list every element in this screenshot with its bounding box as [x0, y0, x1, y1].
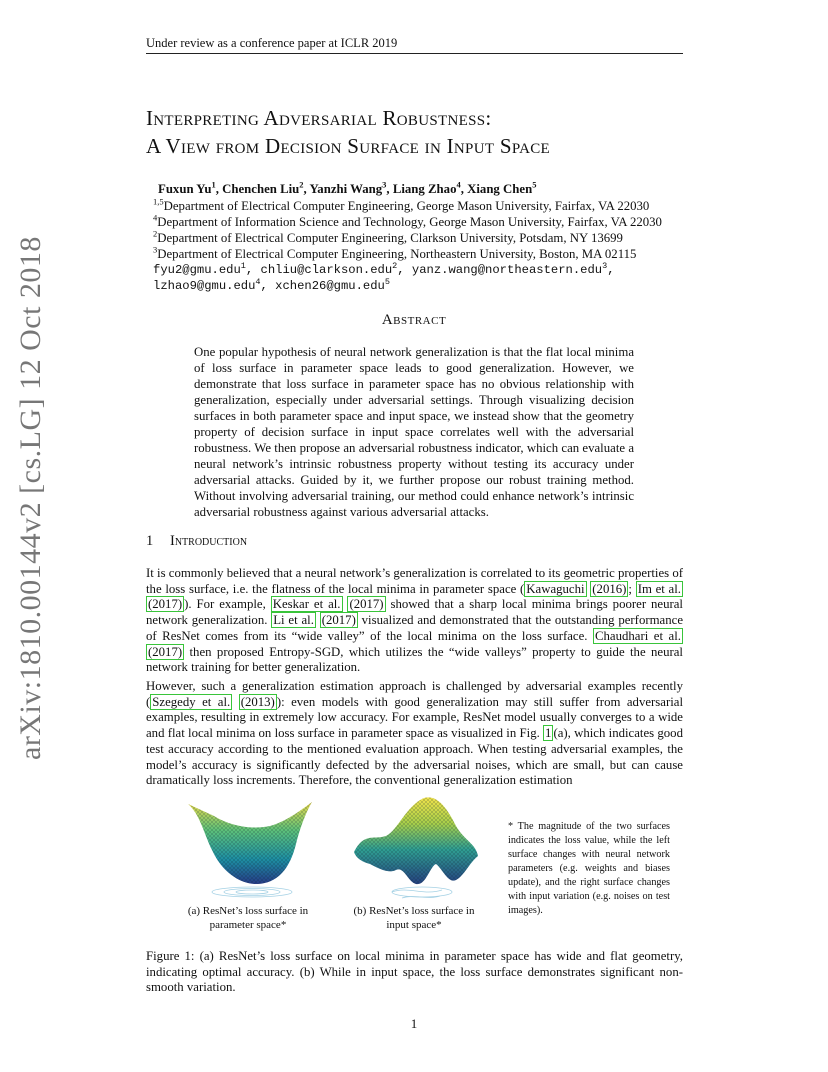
author-sup: 4: [456, 179, 461, 190]
intro-paragraph-1: [146, 566, 683, 676]
affiliation-sup: 1,5: [153, 196, 164, 207]
abstract-heading: Abstract: [381, 312, 447, 328]
email-address[interactable]: chliu@clarkson.edu: [260, 263, 393, 277]
citation-link[interactable]: (2017): [349, 597, 384, 612]
section-number: 1: [146, 533, 154, 549]
section-heading: [146, 533, 247, 550]
affiliation: [153, 228, 623, 246]
para-text: It is commonly believed that a neural network’s generalization is correlated to its geometric properties of the loss surface, i.e. the flatness of the local minima in parameter space (: [146, 566, 683, 596]
para-text: However, such a generalization estimation approach is challenged by adversarial examples recently (: [146, 679, 683, 709]
header-rule: [146, 53, 683, 54]
citation-link[interactable]: (2013): [240, 694, 275, 709]
email-address[interactable]: yanz.wang@northeastern.edu: [411, 263, 603, 277]
para-text: visualized and demonstrated that the outstanding performance of ResNet comes from its “wide valley” of the local minima on the loss surface.: [146, 613, 683, 643]
figure-b-surface: [352, 796, 480, 906]
para-text: ;: [628, 581, 636, 596]
email-line: lzhao9@gmu.edu$^4$, xchen26@gmu.edu$^5$: [153, 276, 390, 293]
citation-link[interactable]: Szegedy et al.: [152, 694, 231, 709]
section-title: Introduction: [170, 533, 248, 549]
author-sup: 1: [211, 179, 216, 190]
email-sup: 1: [240, 260, 246, 271]
email-sup: 5: [384, 276, 390, 287]
para-text: showed that a sharp local minima brings poorer neural network generalization.: [146, 597, 683, 628]
affiliation-sup: 4: [153, 212, 158, 223]
abstract-body: One popular hypothesis of neural network generalization is that the flat local minima of loss surface in parameter space leads to good generalization. However, we demonstrate that loss surface in parameter space has no obvious relationship with generalization, especially under adversarial settings. Through visualizing decision surfaces in both parameter space and input space, we instead show that the geometry property of decision surface in input space correlates well with the adversarial robustness. We then propose an adversarial robustness indicator, which can evaluate a neural network’s intrinsic robustness property without testing its accuracy under adversarial attacks. Guided by it, we further propose our robust training method. Without involving adversarial training, our method could enhance network’s intrinsic adversarial robustness against various adversarial attacks.: [194, 345, 634, 519]
citation-link[interactable]: Kawaguchi: [526, 581, 585, 596]
author-name: Yanzhi Wang: [309, 182, 383, 196]
arxiv-stamp: arXiv:1810.00144v2 [cs.LG] 12 Oct 2018: [14, 236, 47, 760]
email-sup: 3: [602, 260, 608, 271]
citation-link[interactable]: Keskar et al.: [272, 597, 341, 612]
figure-note: * The magnitude of the two surfaces indicates the loss value, while the left surface changes with neural network parameters (e.g. weights and biases update), and the right surface changes with input variation (e.g. noises on test images).: [508, 821, 670, 916]
figure-a-surface: [186, 800, 314, 902]
author-name: Chenchen Liu: [222, 182, 300, 196]
affiliation-sup: 2: [153, 228, 158, 239]
author-name: Fuxun Yu: [158, 182, 212, 196]
affiliation: [153, 212, 662, 230]
citation-link[interactable]: (2017): [148, 644, 183, 659]
email-address[interactable]: lzhao9@gmu.edu: [153, 279, 256, 293]
affiliation-sup: 3: [153, 244, 158, 255]
author-sup: 2: [299, 179, 304, 190]
para-text: ): even models with good generalization may still suffer from adversarial examples, resulting in extremely low accuracy. For example, ResNet model usually converges to a wide and flat local minima on loss surface in parameter space as visualized in Fig.: [146, 694, 684, 741]
subcaption-a: (a) ResNet’s loss surface in parameter space*: [187, 905, 309, 931]
author-sup: 3: [382, 179, 387, 190]
email-address[interactable]: xchen26@gmu.edu: [275, 279, 385, 293]
affiliation: [153, 196, 650, 214]
email-sup: 2: [392, 260, 398, 271]
figure-ref-link[interactable]: 1: [545, 726, 552, 741]
email-address[interactable]: fyu2@gmu.edu: [153, 263, 241, 277]
para-text: (a), which indicates good test accuracy according to the mentioned evaluation approach. When testing adversarial examples, the model’s accuracy is significantly defected by the adversarial noises, which are small, but can cause dramatically loss increments. Therefore, the conventional generalization estimation: [146, 726, 683, 788]
title-line-2: A View from Decision Surface in Input Space: [146, 134, 550, 158]
para-text: ). For example,: [184, 597, 271, 612]
affiliation-text: Department of Information Science and Technology, George Mason University, Fairfax, VA 22030: [157, 215, 662, 229]
affiliation-text: Department of Electrical Computer Engineering, Clarkson University, Potsdam, NY 13699: [157, 231, 623, 245]
title-line-1: Interpreting Adversarial Robustness:: [146, 106, 492, 130]
author-name: Liang Zhao: [392, 182, 457, 196]
citation-link[interactable]: (2016): [592, 581, 627, 596]
para-text: then proposed Entropy-SGD, which utilizes the “wide valleys” property to guide the neural network training for better generalization.: [146, 644, 683, 675]
page-number: 1: [410, 1016, 418, 1031]
email-line: fyu2@gmu.edu$^1$, chliu@clarkson.edu$^2$, yanz.wang@northeastern.edu$^3$,: [153, 260, 615, 277]
affiliation: [153, 244, 637, 262]
author-list: Fuxun Yu$^1$, Chenchen Liu$^2$, Yanzhi Wang$^3$, Liang Zhao$^4$, Xiang Chen$^5$: [158, 179, 537, 196]
intro-paragraph-2: [146, 679, 683, 789]
running-header: Under review as a conference paper at ICLR 2019: [146, 36, 398, 50]
figure-caption: Figure 1: (a) ResNet’s loss surface on local minima in parameter space has wide and flat geometry, indicating optimal accuracy. (b) While in input space, the loss surface demonstrates significant non-smooth variation.: [146, 949, 683, 995]
citation-link[interactable]: (2017): [321, 613, 356, 628]
author-sup: 5: [532, 179, 537, 190]
affiliation-text: Department of Electrical Computer Engineering, George Mason University, Fairfax, VA 22030: [163, 199, 650, 213]
subcaption-b: (b) ResNet’s loss surface in input space*: [353, 905, 475, 931]
paper-title: [146, 104, 706, 160]
author-name: Xiang Chen: [467, 182, 533, 196]
citation-link[interactable]: Im et al.: [637, 581, 681, 596]
citation-link[interactable]: Chaudhari et al.: [594, 628, 681, 643]
citation-link[interactable]: (2017): [148, 597, 183, 612]
citation-link[interactable]: Li et al.: [273, 613, 314, 628]
affiliation-text: Department of Electrical Computer Engineering, Northeastern University, Boston, MA 02115: [157, 247, 637, 261]
email-sup: 4: [255, 276, 261, 287]
